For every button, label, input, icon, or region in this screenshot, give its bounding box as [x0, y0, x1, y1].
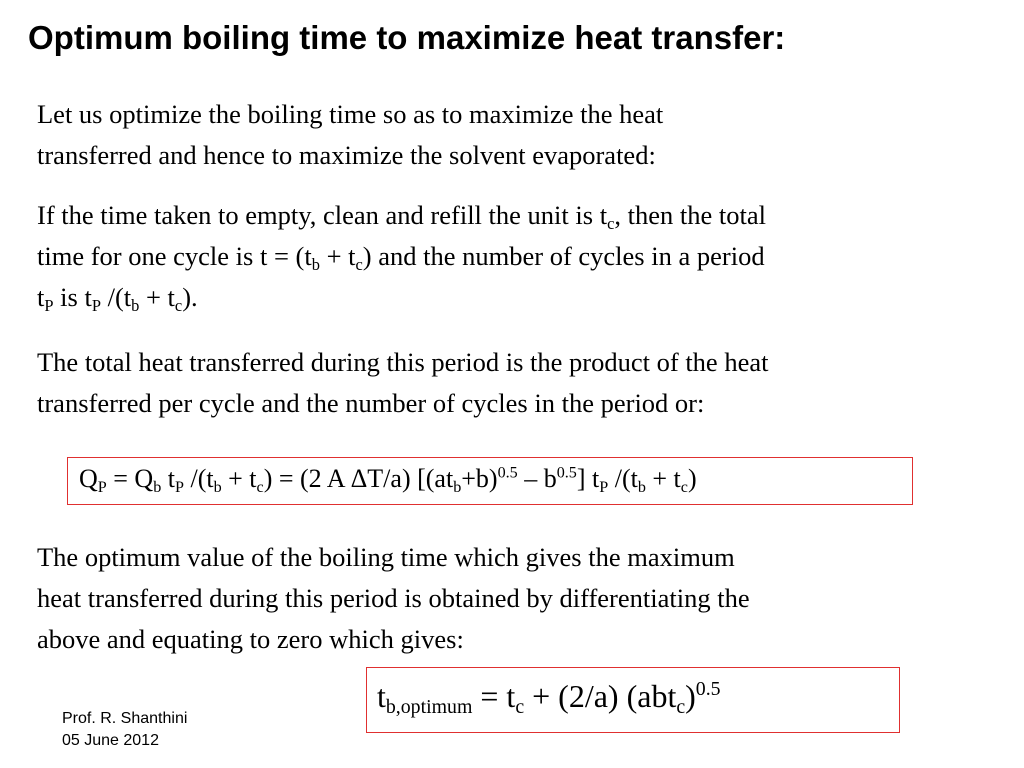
text-line: transferred per cycle and the number of cycles in the period or:	[37, 388, 705, 418]
paragraph-intro	[37, 94, 987, 176]
footer-author: Prof. R. Shanthini	[62, 710, 188, 727]
text-line: $t_P$ is $t_P$ $/(t_b + t_c)$.	[37, 282, 198, 315]
text-line: heat transferred during this period is obtained by differentiating the	[37, 583, 750, 613]
slide-title: Optimum boiling time to maximize heat transfer:	[28, 19, 786, 56]
footer-date: 05 June 2012	[62, 732, 159, 749]
text-line: If the time taken to empty, clean and refill the unit is $t_c$, then the total	[37, 200, 766, 233]
equation-heat-transferred-box: $Q_P = Q_b$ $t_P$ $/(t_b + t_c) = (2$ A ΔT/a) $[(at_b+b)^{0.5} - b^{0.5}]$ $t_P$ $/(t_b + t_c)$	[67, 457, 913, 505]
text-line: Let us optimize the boiling time so as to maximize the heat	[37, 99, 664, 129]
paragraph-total-heat	[37, 342, 987, 424]
paragraph-optimum	[37, 537, 987, 660]
text-line: The total heat transferred during this period is the product of the heat	[37, 347, 769, 377]
text-line: time for one cycle is $t = (t_b + t_c)$ and the number of cycles in a period	[37, 241, 765, 274]
text-line: transferred and hence to maximize the solvent evaporated:	[37, 140, 656, 170]
text-line: The optimum value of the boiling time which gives the maximum	[37, 542, 735, 572]
text-line: above and equating to zero which gives:	[37, 624, 464, 654]
footer	[62, 708, 187, 752]
paragraph-cycle-time	[37, 195, 987, 318]
equation-optimum-time-box: $t_{b,optimum} = t_c + (2/a)$ $(abt_c)^{0.5}$	[366, 667, 900, 733]
